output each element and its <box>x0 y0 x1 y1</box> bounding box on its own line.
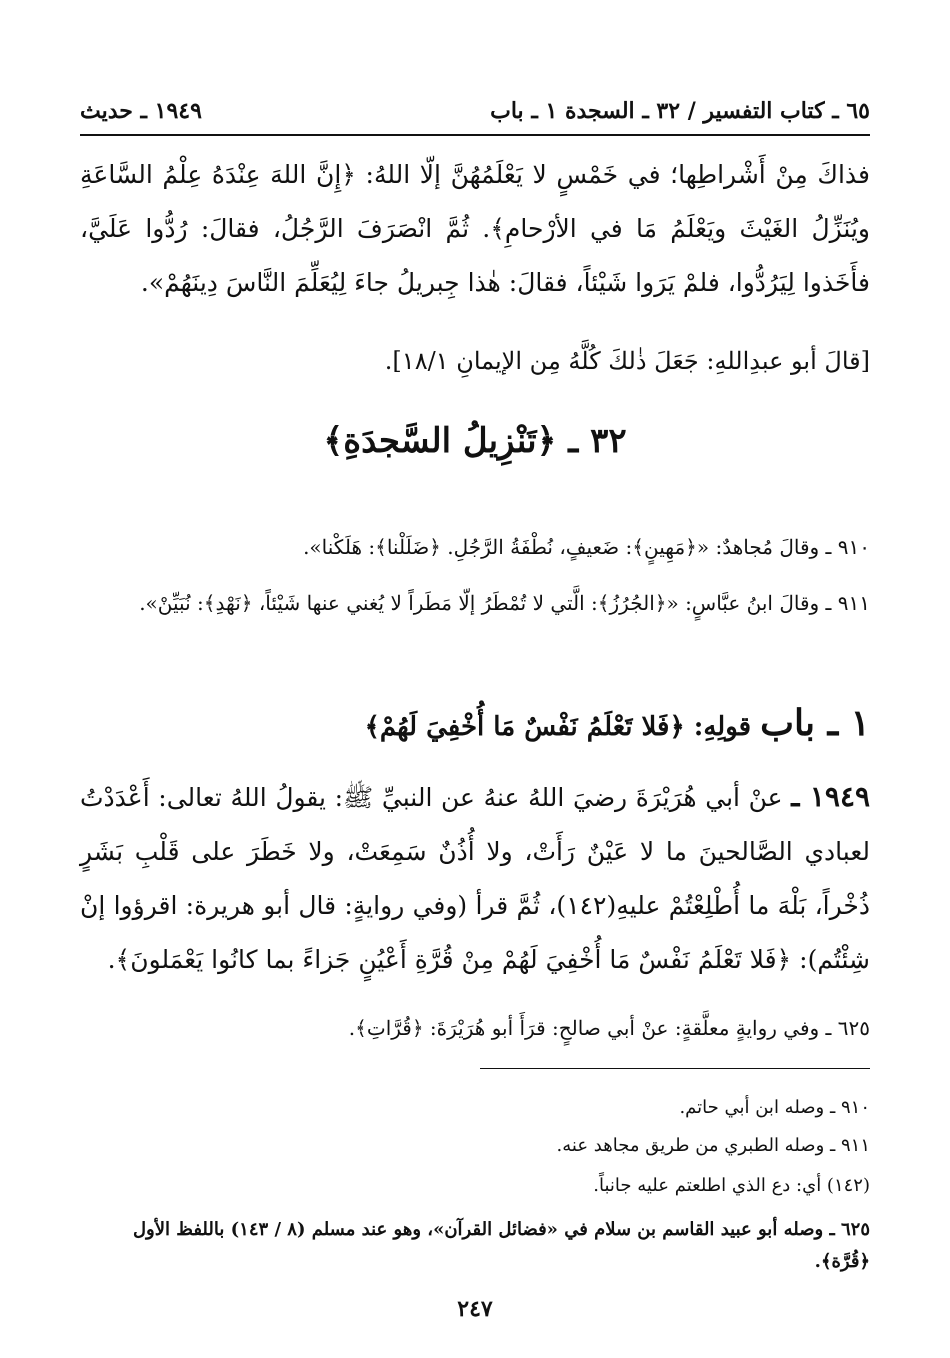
header-book-chapter: ٦٥ ـ كتاب التفسير / ٣٢ ـ السجدة ١ ـ باب <box>490 98 870 124</box>
editor-note: [قالَ أبو عبدِاللهِ: جَعَلَ ذٰلكَ كُلَّهُ مِن الإيمانِ ١٨/١]. <box>384 347 870 375</box>
top-paragraph: فذاكَ مِنْ أَشْراطِها؛ في خَمْسٍ لا يَعْلَمُهُنَّ إلّا اللهُ: ﴿إِنَّ اللهَ عِنْدَهُ عِلْمُ السَّاعَةِ ويُنَزِّلُ الغَيْثَ ويَعْلَمُ مَا في الأرْحامِ﴾. ثُمَّ انْصَرَفَ الرَّجُلُ، فقالَ: رُدُّوا عَلَيَّ، فأَخَذوا لِيَرُدُّوا، فلمْ يَرَوا شَيْئاً، فقالَ: هٰذا جِبريلُ جاءَ لِيُعَلِّمَ النَّاسَ دِينَهُمْ». <box>80 160 870 297</box>
bab-number: ١ ـ باب <box>760 702 870 744</box>
section-title: ٣٢ ـ ﴿تَنْزِيلُ السَّجدَةِ﴾ <box>323 421 627 461</box>
riwaya-625: ٦٢٥ ـ وفي روايةٍ معلَّقةٍ: عنْ أبي صالحٍ: قرَأَ أبو هُرَيْرَةَ: ﴿قُرَّاتِ﴾. <box>348 1016 870 1040</box>
header-hadith-number: ١٩٤٩ ـ حديث <box>80 98 202 124</box>
hadith-text: عنْ أبي هُرَيْرَةَ رضيَ اللهُ عنهُ عن النبيِّ ﷺ: يقولُ اللهُ تعالى: أَعْدَدْتُ لعبادي الصَّالحينَ ما لا عَيْنٌ رَأَتْ، ولا أُذُنٌ سَمِعَتْ، ولا خَطَرَ على قَلْبِ بَشَرٍ ذُخْراً، بَلْهَ ما أُطْلِعْتُمْ عليهِ(١٤٢)، ثُمَّ قرأ (وفي روايةٍ: قال أبو هريرة: اقرؤوا إنْ شِئْتُم): ﴿فَلا تَعْلَمُ نَفْسٌ مَا أُخْفِيَ لَهُمْ مِنْ قُرَّةِ أَعْيُنٍ جَزاءً بما كانُوا يَعْمَلونَ﴾. <box>80 783 870 974</box>
hadith-1949 <box>80 770 870 987</box>
bab-heading <box>80 702 870 744</box>
footnote-142: (١٤٢) أي: دع الذي اطلعتم عليه جانباً. <box>593 1175 870 1196</box>
footnote-910: ٩١٠ ـ وصله ابن أبي حاتم. <box>679 1097 870 1118</box>
footnote-625: ٦٢٥ ـ وصله أبو عبيد القاسم بن سلام في «فضائل القرآن»، وهو عند مسلم (٨ / ١٤٣) باللفظ الأول ﴿قُرَّة﴾. <box>132 1219 870 1272</box>
running-header <box>80 94 870 136</box>
page-number: ٢٤٧ <box>457 1296 493 1322</box>
footnote-911: ٩١١ ـ وصله الطبري من طريق مجاهد عنه. <box>556 1135 870 1156</box>
footnote-divider <box>480 1068 870 1069</box>
gloss-911: ٩١١ ـ وقالَ ابنُ عبَّاسٍ: «﴿الجُرُزُ﴾: الَّتي لا تُمْطَرُ إلّا مَطَراً لا يُغني عنها شَيْئاً، ﴿نَهْدِ﴾: نُبَيِّنْ». <box>139 591 870 615</box>
gloss-910: ٩١٠ ـ وقالَ مُجاهدٌ: «﴿مَهِينٍ﴾: ضَعيفٍ، نُطْفَةُ الرَّجُلِ. ﴿ضَلَلْنا﴾: هَلَكْنا». <box>303 535 870 559</box>
hadith-number: ١٩٤٩ ـ <box>791 780 871 813</box>
bab-text: قولِهِ: ﴿فَلا تَعْلَمُ نَفْسٌ مَا أُخْفِيَ لَهُمْ﴾ <box>364 712 752 742</box>
